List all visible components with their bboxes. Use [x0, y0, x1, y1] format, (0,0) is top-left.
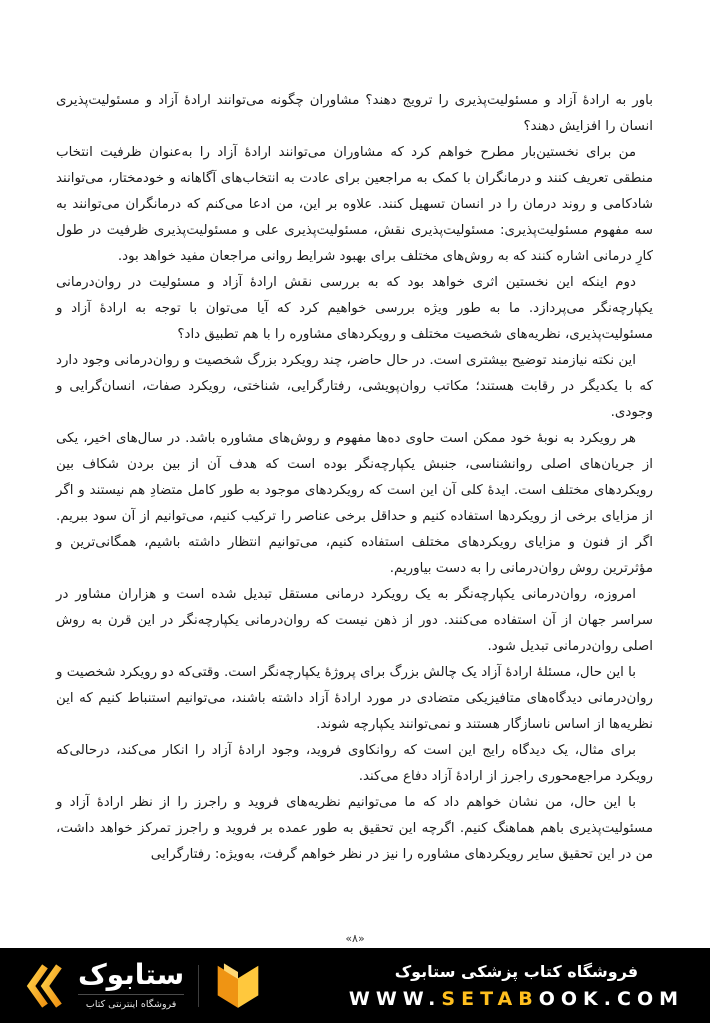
paragraph: برای مثال، یک دیدگاه رایج این است که روانکاوی فروید، وجود ارادهٔ آزاد را انکار می‌کند، درحالی‌که رویکرد مراجع‌محوری راجرز از ارادهٔ آزاد دفاع می‌کند.	[56, 743, 653, 784]
paragraph: من برای نخستین‌بار مطرح خواهم کرد که مشاوران می‌توانند ارادهٔ آزاد را به‌عنوان ظرفیت انتخاب منطقی تعریف کنند و درمانگران با کمک به مراجعین برای عادت به انتخاب‌های آگاهانه و خودمختار، می‌توانند شادکامی و روند درمان را در انسان تسهیل کنند. علاوه بر این، من ادعا می‌کنم که درمانگران می‌توانند به سه مفهوم مسئولیت‌پذیری: مسئولیت‌پذیری نقش، مسئولیت‌پذیری علی و مسئولیت‌پذیری ظرفیت در طول کارِ درمانی اشاره کنند که به روش‌های مختلف برای بهبود شرایط روانی مراجعان مفید خواهد بود.	[56, 145, 653, 264]
paragraph: دوم اینکه این نخستین اثری خواهد بود که به بررسی نقش ارادهٔ آزاد و مسئولیت در روان‌درمانی یکپارچه‌نگر می‌پردازد. ما به طور ویژه بررسی خواهیم کرد که آیا می‌توان با توجه به ارادهٔ آزاد و مسئولیت‌پذیری، نظریه‌های شخصیت مختلف و رویکردهای مشاوره را با هم تطبیق داد؟	[56, 275, 653, 342]
double-chevron-icon	[26, 962, 64, 1010]
url-www: WWW.	[348, 987, 442, 1010]
page-text	[56, 88, 653, 868]
logo-wordmark: ستابوک	[78, 958, 185, 991]
logo-wordmark-block	[78, 958, 185, 1010]
footer-store-text	[349, 962, 684, 1010]
paragraph: با این حال، مسئلهٔ ارادهٔ آزاد یک چالش بزرگ برای پروژهٔ یکپارچه‌نگر است. وقتی‌که دو رویکرد شخصیت و روان‌درمانی دیدگاه‌های متافیزیکی متضادی در مورد ارادهٔ آزاد داشته باشند، می‌توانیم استنباط کنیم که این نظریه‌ها از اساس ناسازگار هستند و نمی‌توانند یکپارچه شوند.	[56, 665, 653, 732]
page-number: «۸»	[345, 932, 365, 945]
open-book-icon	[213, 961, 263, 1011]
footer-bar	[0, 948, 710, 1023]
paragraph: هر رویکرد به نوبهٔ خود ممکن است حاوی ده‌ها مفهوم و روش‌های مشاوره باشد. در سال‌های اخیر، یکی از جریان‌های اصلی روانشناسی، جنبش یکپارچه‌نگر بوده است که هدف آن از بین بردن شکاف بین رویکردهای مختلف است. ایدهٔ کلی آن این است که رویکردهای موجود به طور کامل متضادِ هم نیستند و اگر از مزایای برخی از رویکردها استفاده کنیم و حداقل برخی عناصر را ترکیب کنیم، می‌توانیم از آن سود ببریم. اگر از فنون و مزایای رویکردهای مختلف استفاده کنیم، می‌توانیم انتظار داشته باشیم، همگانی‌ترین و مؤثرترین روش روان‌درمانی را به دست بیاوریم.	[56, 431, 653, 576]
store-url	[349, 988, 684, 1010]
store-title: فروشگاه کتاب پزشکی ستابوک	[394, 961, 639, 981]
url-brand: SETAB	[441, 987, 539, 1010]
paragraph: این نکته نیازمند توضیح بیشتری است. در حال حاضر، چند رویکرد بزرگ شخصیت و روان‌درمانی وجود دارد که با یکدیگر در رقابت هستند؛ مکاتب روان‌پویشی، رفتارگرایی، شناختی، رویکرد صفات، انسان‌گرایی و وجودی.	[56, 353, 653, 420]
url-tld: OOK.COM	[538, 987, 684, 1010]
paragraph: امروزه، روان‌درمانی یکپارچه‌نگر به یک رویکرد درمانی مستقل تبدیل شده است و هزاران مشاور در سراسر جهان از آن استفاده می‌کنند. دور از ذهن نیست که روان‌درمانی یکپارچه‌نگر در این قرن به روش اصلی روان‌درمانی تبدیل شود.	[56, 587, 653, 654]
setabook-logo	[26, 958, 263, 1011]
paragraph: باور به ارادهٔ آزاد و مسئولیت‌پذیری را ترویج دهند؟ مشاوران چگونه می‌توانند ارادهٔ آزاد و مسئولیت‌پذیری انسان را افزایش دهند؟	[56, 93, 653, 134]
paragraph: با این حال، من نشان خواهم داد که ما می‌توانیم نظریه‌های فروید و راجرز را از نظر ارادهٔ آزاد و مسئولیت‌پذیری باهم هماهنگ کنیم. اگرچه این تحقیق به طور عمده بر فروید و راجرز تمرکز خواهد داشت، من در این تحقیق سایر رویکردهای مشاوره را نیز در نظر خواهم گرفت، به‌ویژه: رفتارگرایی	[56, 795, 653, 862]
logo-divider	[198, 965, 199, 1007]
logo-subtitle: فروشگاه اینترنتی کتاب	[78, 994, 184, 1010]
